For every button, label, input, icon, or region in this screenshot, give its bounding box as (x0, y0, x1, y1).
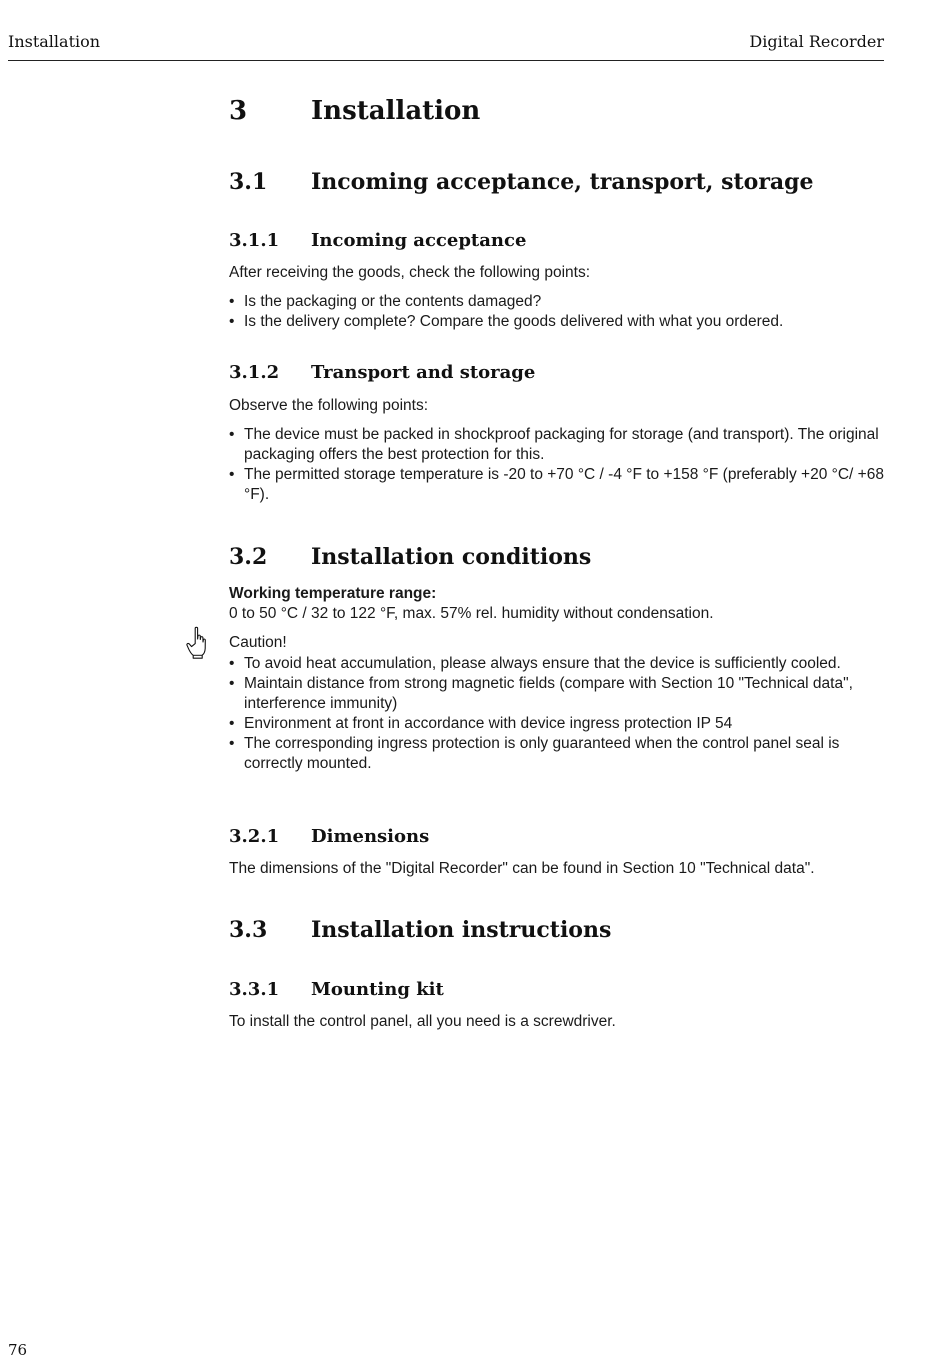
heading-text: Installation instructions (311, 917, 612, 943)
heading-text: Incoming acceptance (311, 230, 527, 251)
running-header (8, 30, 884, 61)
heading-number: 3.3 (229, 917, 268, 943)
heading-number: 3.1.2 (229, 362, 280, 383)
transport-checklist (229, 425, 884, 505)
heading-number: 3.1 (229, 169, 268, 195)
heading-text: Installation (311, 96, 481, 126)
transport-intro: Observe the following points: (229, 397, 429, 414)
caution-label: Caution! (229, 634, 287, 651)
page-number: 76 (8, 1341, 28, 1359)
heading-number: 3 (229, 96, 248, 126)
mounting-kit-text: To install the control panel, all you need is a screwdriver. (229, 1013, 616, 1030)
heading-text: Dimensions (311, 826, 430, 847)
incoming-checklist (229, 292, 884, 332)
list-item: • To avoid heat accumulation, please always ensure that the device is sufficiently cooled. (229, 654, 884, 674)
working-temperature-value: 0 to 50 °C / 32 to 122 °F, max. 57% rel. humidity without condensation. (229, 605, 714, 622)
list-item: • Is the packaging or the contents damaged? (229, 292, 884, 312)
list-item: • The permitted storage temperature is -20 to +70 °C / -4 °F to +158 °F (preferably +20 °C/ +68 °F). (229, 465, 884, 505)
heading-text: Mounting kit (311, 979, 444, 1000)
working-temperature-label: Working temperature range: (229, 585, 437, 602)
heading-number: 3.2.1 (229, 826, 280, 847)
list-item: • Maintain distance from strong magnetic fields (compare with Section 10 "Technical data", interference immunity) (229, 674, 884, 714)
caution-list (229, 654, 884, 774)
header-chapter-title: Installation (8, 32, 101, 51)
pointing-hand-icon (186, 626, 206, 660)
incoming-intro: After receiving the goods, check the following points: (229, 264, 591, 281)
heading-number: 3.3.1 (229, 979, 280, 1000)
heading-text: Incoming acceptance, transport, storage (311, 169, 814, 195)
list-item: • Environment at front in accordance with device ingress protection IP 54 (229, 714, 884, 734)
list-item: • The corresponding ingress protection is only guaranteed when the control panel seal is correctly mounted. (229, 734, 884, 774)
header-product-title: Digital Recorder (749, 32, 884, 51)
heading-number: 3.1.1 (229, 230, 280, 251)
heading-number: 3.2 (229, 544, 268, 570)
heading-text: Installation conditions (311, 544, 592, 570)
dimensions-text: The dimensions of the "Digital Recorder" can be found in Section 10 "Technical data". (229, 860, 815, 877)
list-item: • Is the delivery complete? Compare the goods delivered with what you ordered. (229, 312, 884, 332)
heading-text: Transport and storage (311, 362, 536, 383)
list-item: • The device must be packed in shockproof packaging for storage (and transport). The original packaging offers the best protection for this. (229, 425, 884, 465)
